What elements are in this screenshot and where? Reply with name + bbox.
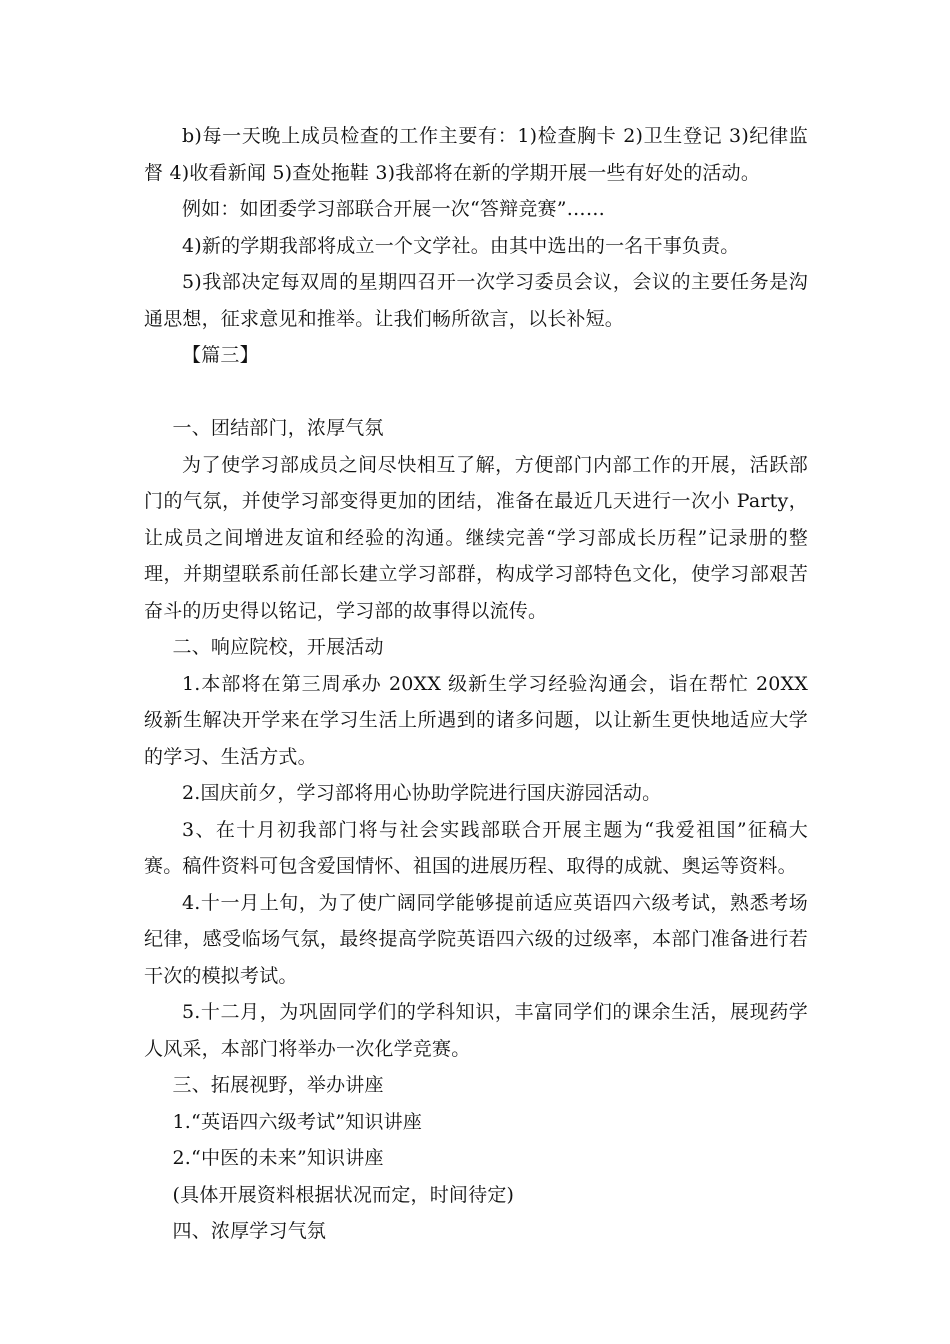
paragraph-evening-checks: b)每一天晚上成员检查的工作主要有：1)检查胸卡 2)卫生登记 3)纪律监督 4)收看新闻 5)查处拖鞋 3)我部将在新的学期开展一些有好处的活动。 (144, 125, 808, 184)
list-item-lecture-2: 2.“中医的未来”知识讲座 (172, 1147, 384, 1169)
paragraph-unite-department: 为了使学习部成员之间尽快相互了解，方便部门内部工作的开展，活跃部门的气氛，并使学习部变得更加的团结，准备在最近几天进行一次小 Party，让成员之间增进友谊和经验的沟通。继续完善“学习部成长历程”记录册的整理，并期望联系前任部长建立学习部群，构成学习部特色文化，使学习部艰苦奋斗的历史得以铭记，学习部的故事得以流传。 (144, 453, 808, 622)
paragraph-activity-4: 4.十一月上旬，为了使广阔同学能够提前适应英语四六级考试，熟悉考场纪律，感受临场气氛，最终提高学院英语四六级的过级率，本部门准备进行若干次的模拟考试。 (144, 891, 808, 987)
heading-unite-department: 一、团结部门，浓厚气氛 (172, 417, 384, 439)
paragraph-committee-meeting: 5)我部决定每双周的星期四召开一次学习委员会议，会议的主要任务是沟通思想，征求意见和推举。让我们畅所欲言，以长补短。 (144, 271, 808, 330)
heading-respond-activities: 二、响应院校，开展活动 (172, 636, 384, 658)
paragraph-literary-club: 4)新的学期我部将成立一个文学社。由其中选出的一名干事负责。 (182, 234, 740, 257)
paragraph-activity-5: 5.十二月，为巩固同学们的学科知识，丰富同学们的课余生活，展现药学人风采，本部门将举办一次化学竞赛。 (144, 1001, 808, 1060)
heading-lectures: 三、拓展视野，举办讲座 (172, 1074, 384, 1096)
paragraph-example: 例如：如团委学习部联合开展一次“答辩竞赛”…… (182, 198, 606, 220)
spacer (144, 374, 808, 411)
heading-study-atmosphere: 四、浓厚学习气氛 (172, 1220, 327, 1242)
document-body (144, 118, 808, 1250)
paragraph-activity-3: 3、在十月初我部门将与社会实践部联合开展主题为“我爱祖国”征稿大赛。稿件资料可包含爱国情怀、祖国的进展历程、取得的成就、奥运等资料。 (144, 818, 808, 877)
paragraph-activity-2: 2.国庆前夕，学习部将用心协助学院进行国庆游园活动。 (182, 782, 662, 804)
paragraph-activity-1: 1.本部将在第三周承办 20XX 级新生学习经验沟通会，诣在帮忙 20XX 级新生解决开学来在学习生活上所遇到的诸多问题，以让新生更快地适应大学的学习、生活方式。 (144, 672, 808, 768)
list-item-lecture-1: 1.“英语四六级考试”知识讲座 (172, 1110, 423, 1133)
section-title-part-three: 【篇三】 (182, 344, 259, 366)
paragraph-lecture-note: (具体开展资料根据状况而定，时间待定) (172, 1183, 515, 1206)
